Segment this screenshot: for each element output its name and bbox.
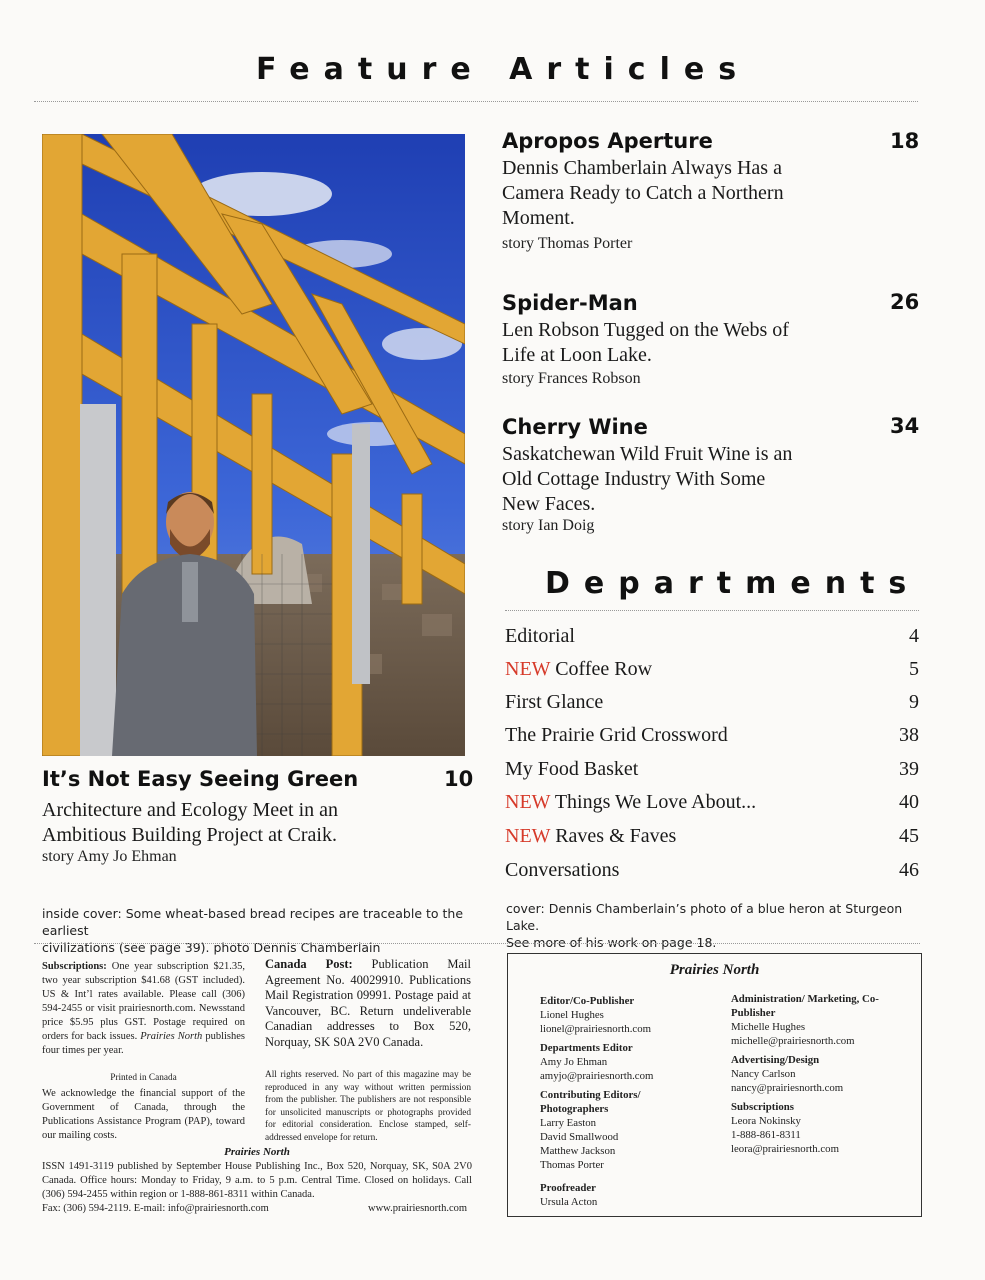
department-label: NEW Raves & Faves bbox=[505, 825, 677, 847]
department-row[interactable] bbox=[505, 825, 919, 855]
department-row[interactable] bbox=[505, 859, 919, 889]
web-address[interactable]: www.prairiesnorth.com bbox=[368, 1203, 468, 1214]
article-page: 26 bbox=[890, 290, 920, 314]
departments-rule bbox=[505, 610, 919, 611]
subscriptions-tail: publishes four times per year. bbox=[42, 1031, 245, 1056]
masthead-line: lionel@prairiesnorth.com bbox=[540, 1023, 651, 1035]
department-page: 38 bbox=[899, 724, 919, 746]
rights-text: All rights reserved. No part of this magazine may be reproduced in any way without written permission from the publisher. The publishers are not responsible for unsolicited manuscripts or photographs provided for editorial consideration. Enclose stamped, self-addressed envelope for return. bbox=[265, 1070, 471, 1143]
masthead-line: Nancy Carlson bbox=[731, 1068, 796, 1080]
subtitle-line: Old Cottage Industry With Some bbox=[502, 468, 766, 490]
masthead-role: Administration/ Marketing, Co-Publisher bbox=[731, 993, 879, 1019]
masthead-line: Lionel Hughes bbox=[540, 1009, 604, 1021]
department-page: 5 bbox=[909, 658, 919, 680]
masthead-box bbox=[507, 953, 922, 1217]
footer-rule bbox=[34, 943, 920, 944]
subscriptions-info bbox=[42, 960, 245, 1058]
department-page: 46 bbox=[899, 859, 919, 881]
subtitle-line: Moment. bbox=[502, 207, 575, 229]
main-article-subtitle bbox=[42, 798, 338, 848]
subtitle-line: Len Robson Tugged on the Webs of bbox=[502, 319, 789, 341]
subtitle-line: Dennis Chamberlain Always Has a bbox=[502, 157, 782, 179]
inside-cover-caption bbox=[42, 905, 482, 956]
masthead-line: 1-888-861-8311 bbox=[731, 1129, 801, 1141]
caption-line: inside cover: Some wheat-based bread recipes are traceable to the earliest bbox=[42, 906, 464, 938]
department-page: 9 bbox=[909, 691, 919, 713]
subscriptions-text: One year subscription $21.35, two year subscription $41.68 (GST included). US & Int’l rates available. Please call (306) 594-2455 or visit prairiesnorth.com. Newsstand price $5.95 plus GST. Postage required on orders for back issues. bbox=[42, 961, 245, 1042]
article-title[interactable]: Spider-Man bbox=[502, 291, 638, 315]
masthead-line: Michelle Hughes bbox=[731, 1021, 806, 1033]
masthead-right-col bbox=[731, 992, 911, 1156]
subtitle-line: Ambitious Building Project at Craik. bbox=[42, 824, 337, 846]
department-page: 45 bbox=[899, 825, 919, 847]
canada-post-text: Publication Mail Agreement No. 40029910. Publications Mail Registration 09991. Postage paid at Vancouver, BC. Return undeliverable Canadian addresses to Box 520, Norquay, SK S0A 2V0 Canada. bbox=[265, 957, 471, 1049]
features-heading: Feature Articles bbox=[256, 52, 751, 87]
department-page: 4 bbox=[909, 625, 919, 647]
fax-text: Fax: (306) 594-2119. E-mail: info@prairiesnorth.com bbox=[42, 1203, 269, 1214]
subscriptions-label: Subscriptions: bbox=[42, 961, 107, 972]
masthead-entry bbox=[540, 994, 710, 1036]
canada-post-info bbox=[265, 957, 471, 1050]
department-row[interactable] bbox=[505, 691, 919, 721]
departments-heading: Departments bbox=[545, 566, 921, 601]
main-article-title[interactable]: It’s Not Easy Seeing Green bbox=[42, 767, 359, 791]
subtitle-line: Camera Ready to Catch a Northern bbox=[502, 182, 784, 204]
department-row[interactable] bbox=[505, 625, 919, 655]
article-page: 18 bbox=[890, 129, 920, 153]
caption-line: See more of his work on page 18. bbox=[506, 935, 717, 950]
masthead-role: Proofreader bbox=[540, 1182, 596, 1194]
caption-line: cover: Dennis Chamberlain’s photo of a blue heron at Sturgeon Lake. bbox=[506, 901, 903, 933]
department-label: The Prairie Grid Crossword bbox=[505, 724, 728, 746]
article-subtitle bbox=[502, 318, 789, 368]
department-label: Conversations bbox=[505, 859, 620, 881]
main-article-page: 10 bbox=[444, 767, 474, 791]
subtitle-line: Saskatchewan Wild Fruit Wine is an bbox=[502, 443, 793, 465]
article-page: 34 bbox=[890, 414, 920, 438]
masthead-role: Subscriptions bbox=[731, 1101, 795, 1113]
masthead-entry bbox=[540, 1041, 710, 1083]
masthead-line: Matthew Jackson bbox=[540, 1145, 616, 1157]
article-title[interactable]: Cherry Wine bbox=[502, 415, 648, 439]
masthead-line: Leora Nokinsky bbox=[731, 1115, 801, 1127]
pn-title: Prairies North bbox=[224, 1146, 290, 1158]
acknowledge-text: We acknowledge the financial support of the Government of Canada, through the Publications Assistance Program (PAP), toward our mailing costs. bbox=[42, 1088, 245, 1141]
printed-in-canada: Printed in Canada bbox=[110, 1073, 177, 1083]
main-article-byline: story Amy Jo Ehman bbox=[42, 848, 177, 865]
masthead-role: Editor/Co-Publisher bbox=[540, 995, 635, 1007]
masthead-line: michelle@prairiesnorth.com bbox=[731, 1035, 855, 1047]
department-label: NEW Coffee Row bbox=[505, 658, 653, 680]
department-label: NEW Things We Love About... bbox=[505, 791, 757, 813]
canada-post-label: Canada Post: bbox=[265, 957, 353, 971]
heading-rule bbox=[34, 101, 918, 102]
masthead-line: Thomas Porter bbox=[540, 1159, 604, 1171]
article-subtitle bbox=[502, 156, 784, 231]
department-label: First Glance bbox=[505, 691, 604, 713]
masthead-left-col bbox=[540, 994, 710, 1209]
masthead-entry bbox=[540, 1181, 710, 1209]
feature-photo bbox=[42, 134, 465, 756]
masthead-line: leora@prairiesnorth.com bbox=[731, 1143, 839, 1155]
issn-text: ISSN 1491-3119 published by September House Publishing Inc., Box 520, Norquay, SK, S0A 2V0 Canada. Office hours: Monday to Friday, 9 a.m. to 5 p.m. Central Time. Closed on holidays. Call (306) 594-2455 within region or 1-888-861-8311 within Canada. bbox=[42, 1161, 472, 1200]
department-label: Editorial bbox=[505, 625, 575, 647]
department-row[interactable] bbox=[505, 791, 919, 821]
caption-line: civilizations (see page 39). photo Dennis Chamberlain bbox=[42, 940, 381, 955]
masthead-entry bbox=[540, 1088, 710, 1172]
department-row[interactable] bbox=[505, 758, 919, 788]
department-row[interactable] bbox=[505, 658, 919, 688]
department-row[interactable] bbox=[505, 724, 919, 754]
article-subtitle bbox=[502, 442, 792, 517]
masthead-title: Prairies North bbox=[669, 962, 760, 978]
masthead-line: Amy Jo Ehman bbox=[540, 1056, 608, 1068]
masthead-entry bbox=[731, 992, 911, 1048]
article-title[interactable]: Apropos Aperture bbox=[502, 129, 713, 153]
subscriptions-italic: Prairies North bbox=[140, 1031, 203, 1042]
subtitle-line: New Faces. bbox=[502, 493, 596, 515]
department-page: 40 bbox=[899, 791, 919, 813]
masthead-line: nancy@prairiesnorth.com bbox=[731, 1082, 844, 1094]
article-byline: story Ian Doig bbox=[502, 517, 595, 534]
masthead-line: amyjo@prairiesnorth.com bbox=[540, 1070, 654, 1082]
article-byline: story Frances Robson bbox=[502, 370, 641, 387]
masthead-line: Larry Easton bbox=[540, 1117, 597, 1129]
masthead-entry bbox=[731, 1100, 911, 1156]
masthead-role: Departments Editor bbox=[540, 1042, 633, 1054]
department-page: 39 bbox=[899, 758, 919, 780]
subtitle-line: Architecture and Ecology Meet in an bbox=[42, 799, 338, 821]
subtitle-line: Life at Loon Lake. bbox=[502, 344, 652, 366]
masthead-entry bbox=[731, 1053, 911, 1095]
masthead-line: Ursula Acton bbox=[540, 1196, 598, 1208]
masthead-role: Contributing Editors/ Photographers bbox=[540, 1089, 641, 1115]
department-label: My Food Basket bbox=[505, 758, 639, 780]
article-byline: story Thomas Porter bbox=[502, 235, 633, 252]
masthead-role: Advertising/Design bbox=[731, 1054, 820, 1066]
masthead-line: David Smallwood bbox=[540, 1131, 619, 1143]
